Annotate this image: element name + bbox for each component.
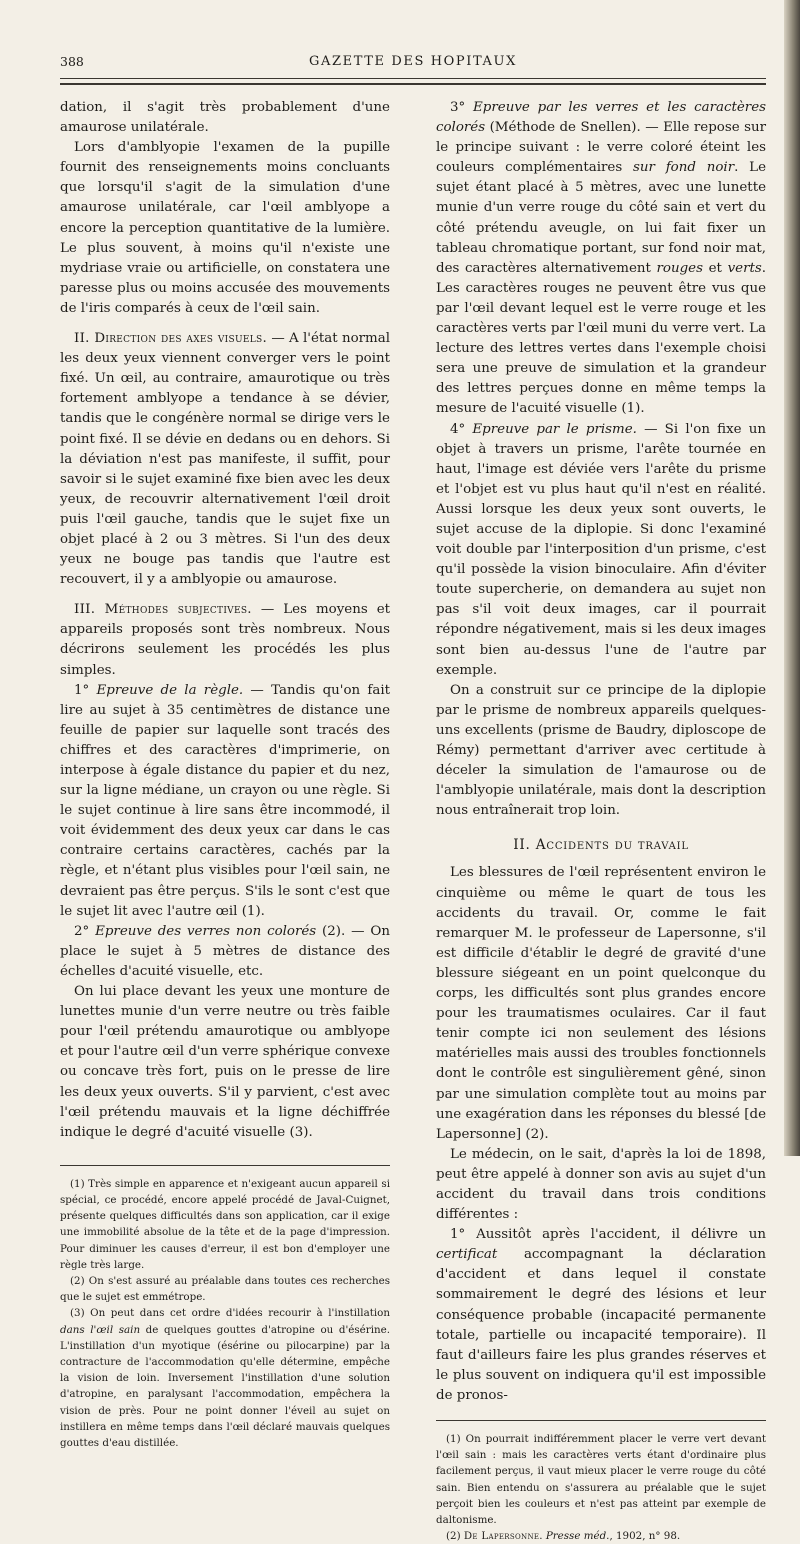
- paragraph-subjective-methods: III. Méthodes subjectives. — Les moyens et appareils proposés sont très nombreux. Nous décrirons seulement les procédés les plus simples.: [60, 602, 390, 678]
- section-heading: III. Méthodes subjectives.: [74, 602, 252, 618]
- footnote: (1) On pourrait indifféremment placer le verre vert devant l'œil sain : mais les caractères verts étant d'ordinaire plus facilement perçus, il vaut mieux placer le verre rouge du côté sain. Bien entendu on s'assurera au préalable que le sujet perçoit bien les couleurs et n'est pas atteint par exemple de daltonisme.: [436, 1433, 766, 1527]
- footnote: (3) On peut dans cet ordre d'idées recourir à l'instillation dans l'œil sain de quelques gouttes d'atropine ou d'ésérine. L'instillation d'un myotique (ésérine ou pilocarpine) par la contracture de l'accommodation qu'elle détermine, empêche la vision de loin. Inversement l'instillation d'une solution d'atropine, en paralysant l'accommodation, empêchera la vision de près. Pour ne point donner l'éveil au sujet on instillera en même temps dans l'œil déclaré mauvais quelques gouttes d'eau distillée.: [60, 1307, 390, 1450]
- page-edge-shadow: [784, 0, 800, 1156]
- page-number: 388: [60, 54, 84, 69]
- footnote: (2) De Lapersonne. Presse méd., 1902, n° 98.: [446, 1530, 681, 1543]
- paragraph: dation, il s'agit très probablement d'une amaurose unilatérale.: [60, 100, 390, 136]
- paragraph-direction-axes: II. Direction des axes visuels. — A l'état normal les deux yeux viennent converger vers le point fixé. Un œil, au contraire, amaurotique ou très fortement amblyope a tendance à se dévier, tandis que le congénère normal se dirige vers le point fixé. Il se dévie en dedans ou en dehors. Si la déviation n'est pas manifeste, il suffit, pour savoir si le sujet examiné fixe bien avec les deux yeux, de recouvrir alternativement l'œil droit puis l'œil gauche, tandis que le sujet fixe un objet placé à 2 ou 3 mètres. Si l'un des deux yeux ne bouge pas tandis que l'autre est recouvert, il y a amblyopie ou amaurose.: [60, 331, 390, 588]
- paragraph: Les blessures de l'œil représentent environ le cinquième ou même le quart de tous les accidents du travail. Or, comme le fait remarquer M. le professeur de Lapersonne, s'il est difficile d'établir le degré de gravité d'une blessure siégeant en un point quelconque du corps, les difficultés sont plus grandes encore pour les traumatismes oculaires. Car il faut tenir compte ici non seulement des lésions matérielles mais aussi des troubles fonctionnels dont le contrôle est singulièrement gêné, sinon par une simulation complète tout au moins par une exagération dans les réponses du blessé [de Lapersonne] (2).: [436, 865, 766, 1142]
- test-title: Epreuve des verres non colorés: [95, 923, 317, 939]
- footnote: (1) Très simple en apparence et n'exigeant aucun appareil si spécial, ce procédé, encore appelé procédé de Javal-Cuignet, présente quelques difficultés dans son application, car il exige une immobilité absolue de la tête et de la page d'impression. Pour diminuer les causes d'erreur, il est bon d'employer une règle très large.: [60, 1177, 390, 1271]
- paragraph: Lors d'amblyopie l'examen de la pupille fournit des renseignements moins concluants que lorsqu'il s'agit de la simulation d'une amaurose unilatérale, car l'œil amblyope a encore la perception quantitative de la lumière. Le plus souvent, à moins qu'il n'existe une mydriase vraie ou artificielle, on constatera une paresse plus ou moins accusée des mouvements de l'iris comparés à ceux de l'œil sain.: [60, 140, 390, 316]
- paragraph-ruler-test: 1° Epreuve de la règle. — Tandis qu'on fait lire au sujet à 35 centimètres de distance une feuille de papier sur laquelle sont tracés des chiffres et des caractères d'imprimerie, on interpose à égale distance du papier et du nez, sur la ligne médiane, un crayon ou une règle. Si le sujet continue à lire sans être incommodé, il voit évidemment des deux yeux car dans le cas contraire certains caractères, cachés par la règle, et n'étant plus visibles pour l'œil sain, ne devraient pas être perçus. S'ils le sont c'est que le sujet lit avec l'autre œil (1).: [60, 682, 390, 919]
- paragraph: Le médecin, on le sait, d'après la loi de 1898, peut être appelé à donner son avis au sujet d'un accident du travail dans trois conditions différentes :: [436, 1146, 766, 1223]
- header-rule-thin: [60, 78, 766, 79]
- paragraph-uncolored-lens-test: 2° Epreuve des verres non colorés (2). — On place le sujet à 5 mètres de distance des échelles d'acuité visuelle, etc.: [60, 923, 390, 979]
- journal-title: GAZETTE DES HOPITAUX: [309, 54, 517, 69]
- paragraph-colored-lens-test: 3° Epreuve par les verres et les caractères colorés (Méthode de Snellen). — Elle repose sur le principe suivant : le verre coloré éteint les couleurs complémentaires sur fond noir. Le sujet étant placé à 5 mètres, avec une lunette munie d'un verre rouge du côté sain et vert du côté prétendu aveugle, on lui fait fixer un tableau chromatique portant, sur fond noir mat, des caractères alternativement rouges et verts. Les caractères rouges ne peuvent être vus que par l'œil devant lequel est le verre rouge et les caractères verts par l'œil muni du verre vert. La lecture des lettres vertes dans l'exemple choisi sera une preuve de simulation et la grandeur des lettres perçues donne en même temps la mesure de l'acuité visuelle (1).: [436, 100, 767, 417]
- footnote-rule: [60, 1165, 390, 1166]
- page-header: [60, 54, 766, 74]
- paragraph: On a construit sur ce principe de la diplopie par le prisme de nombreux appareils quelques-uns excellents (prisme de Baudry, diploscope de Rémy) permettant d'arriver avec certitude à déceler la simulation de l'amaurose ou de l'amblyopie unilatérale, mais dont la description nous entraînerait trop loin.: [436, 682, 766, 819]
- footnotes: [60, 1176, 390, 1451]
- test-title: Epreuve de la règle.: [96, 682, 244, 698]
- left-column: [60, 98, 390, 1451]
- paragraph-certificate: 1° Aussitôt après l'accident, il délivre un certificat accompagnant la déclaration d'accident et dans lequel il constate sommairement le degré des lésions et leur conséquence probable (incapacité permanente totale, partielle ou incapacité temporaire). Il faut d'ailleurs faire les plus grandes réserves et le plus souvent on indiquera qu'il est impossible de pronos-: [436, 1227, 766, 1403]
- footnotes: [436, 1431, 766, 1544]
- section-heading: II. Direction des axes visuels.: [74, 331, 268, 347]
- test-title: Epreuve par le prisme.: [472, 421, 637, 437]
- footnote: (2) On s'est assuré au préalable dans toutes ces recherches que le sujet est emmétrope.: [60, 1275, 390, 1304]
- paragraph-prism-test: 4° Epreuve par le prisme. — Si l'on fixe un objet à travers un prisme, l'arête tournée en haut, l'image est déviée vers l'arête du prisme et l'objet est vu plus haut qu'il n'est en réalité. Aussi lorsque les deux yeux sont ouverts, le sujet accuse de la diplopie. Si donc l'examiné voit double par l'interposition d'un prisme, c'est qu'il possède la vision binoculaire. Afin d'éviter toute supercherie, on demandera au sujet non pas s'il voit deux images, car il pourrait répondre négativement, mais si les deux images sont bien au-dessus l'une de l'autre par exemple.: [436, 421, 766, 678]
- right-column: [436, 98, 766, 1544]
- test-title: Epreuve par les verres et les caractères colorés: [436, 100, 767, 136]
- section-title-work-accidents: II. Accidents du travail: [513, 837, 689, 854]
- footnote-rule: [436, 1420, 766, 1421]
- header-rule-thick: [60, 83, 766, 85]
- paragraph: On lui place devant les yeux une monture de lunettes munie d'un verre neutre ou très faible pour l'œil prétendu amaurotique ou amblyope et pour l'autre œil d'un verre sphérique convexe ou concave très fort, puis on le presse de lire les deux yeux ouverts. S'il y parvient, c'est avec l'œil prétendu mauvais et la ligne déchiffrée indique le degré d'acuité visuelle (3).: [60, 984, 390, 1140]
